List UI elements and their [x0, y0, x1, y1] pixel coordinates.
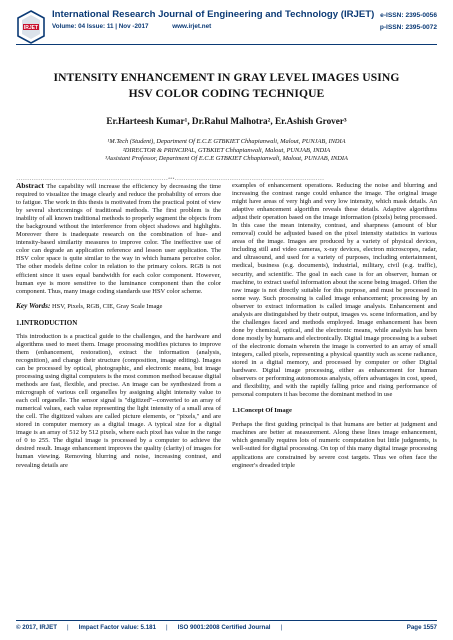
- abstract-label: Abstract: [16, 181, 44, 190]
- paper-title: INTENSITY ENHANCEMENT IN GRAY LEVEL IMAGES USING HSV COLOR CODING TECHNIQUE: [53, 71, 400, 100]
- page-footer: © 2017, IRJET | Impact Factor value: 5.181 | ISO 9001:2008 Certified Journal | Page 1557: [16, 624, 437, 631]
- footer-impact-factor: Impact Factor value: 5.181: [78, 624, 157, 631]
- journal-name: International Research Journal of Engineering and Technology (IRJET): [52, 9, 375, 20]
- subsection-heading-concept-of-image: 1.1Concept Of Image: [232, 407, 292, 415]
- footer-page-number: Page 1557: [406, 624, 437, 631]
- header-rule: [16, 44, 437, 45]
- logo-text: IRJET: [23, 25, 39, 31]
- affiliation-3: ³Assistant Professor, Department Of E.C.E GTBKIET Chhapianwali, Malout, PUNJAB, INDIA: [105, 155, 348, 163]
- footer-iso: ISO 9001:2008 Certified Journal: [177, 624, 271, 631]
- body-paragraph-2: Perhaps the first guiding principal is that humans are better at judgment and machines are better at measurement. Along these lines image enhancement, which generally requires lots of numeric computation but little judgments, is well-suited for digital processing. On top of this many digital image processing applications are constrained by severe cost targets. Thus we often face the engineer's dreaded triple: [232, 421, 437, 469]
- abstract-text: The capability will increase the efficiency by decreasing the time required to visualize the image clearly and reduce the probability of errors due to fatigue. The work in this thesis is motivated from the practical point of view by several shortcomings of traditional methods. The first problem is the inability of all known traditional methods to properly segment the objects from the background without the interference from object shadows and highlights. Moreover there is inadequate research on the combination of hue- and intensity-based similarity measures to improve color. The ineffective use of color can degrade an application reference and lesson user application. The HSV color space is quite similar to the way in which humans perceive color. The other models define color in relation to the primary colors. RGB is not efficient since it uses equal bandwidth for each color component. However, human eye is more sensitive to the luminance component than the color component. Thus, many image coding standards use HSV color scheme.: [16, 183, 221, 295]
- irjet-logo-icon: [16, 10, 46, 44]
- abstract-paragraph: [16, 182, 221, 296]
- section-heading-introduction: 1.INTRODUCTION: [16, 318, 78, 327]
- e-issn: e-ISSN: 2395-0056: [380, 12, 437, 19]
- volume-issue: Volume: 04 Issue: 11 | Nov -2017: [52, 23, 149, 30]
- body-paragraph-1: examples of enhancement operations. Reducing the noise and blurring and increasing the contrast range could enhance the image. The original image might have areas of very high and very low intensity, which mask details. An adaptive enhancement algorithm reveals these details. Adaptive algorithms adjust their operation based on the image information (pixels) being processed. In this case the mean intensity, contrast, and sharpness (amount of blur removal) could be adjusted based on the pixel intensity statistics in various areas of the image. Images are produced by a variety of physical devices, including still and video cameras, x-ray devices, electron microscopes, radar, and ultrasound, and used for a variety of purposes, including entertainment, medical, business (e.g. documents), industrial, military, civil (e.g. traffic), security, and scientific. The goal in each case is for an observer, human or machine, to extract useful information about the scene being imaged. Often the raw image is not directly suitable for this purpose, and must be processed in some way. Such processing is called image enhancement; processing by an observer to extract information is called image analysis. Enhancement and analysis are distinguished by their output, images vs. scene information, and by the challenges faced and methods employed. Image enhancement has been done by chemical, optical, and the electronic means, while analysis has been done mostly by humans and electronically. Digital image processing is a subset of the electronic domain wherein the image is converted to an array of small integers, called pixels, representing a physical quantity such as scene radiance, stored in a digital memory, and processed by computer or other Digital hardware. Digital image processing, either as enhancement for human observers or performing autonomous analysis, offers advantages in cost, speed, and flexibility, and with the rapidly falling price and rising performance of personal computers it has become the dominant method in use: [232, 182, 437, 399]
- introduction-text: This introduction is a practical guide to the challenges, and the hardware and algorithms used to meet them. Image processing modifies pictures to improve them (enhancement, restoration), extract the information (analysis, recognition), and change their structure (composition, image editing). Images can be processed by optical, photographic, and electronic means, but image processing using digital computers is the most common method because digital methods are fast, flexible, and precise. An image can be synthesized from a micrograph of various cell organelles by assigning alight intensity value to each cell organelle. The sensor signal is "digitized"--converted to an array of numerical values, each value representing the light intensity of a small area of the cell. The digitized values are called picture elements, or "pixels," and are stored in computer memory as a digital image. A typical size for a digital image is an array of 512 by 512 pixels, where each pixel has value in the range of 0 to 255. The digital image is processed by a computer to achieve the desired result. Image enhancement improves the quality (clarity) of images for human viewing. Removing blurring and noise, increasing contrast, and revealing details are: [16, 332, 221, 469]
- keywords-text: HSV, Pixels, RGB, CIE, Gray Scale Image: [50, 302, 163, 310]
- right-column: [232, 182, 437, 474]
- affiliations: [20, 138, 433, 164]
- keywords-label: Key Words:: [16, 300, 51, 310]
- footer-rule: [16, 620, 437, 621]
- affiliation-2: ²DIRECTOR & PRINCIPAL, GTBKIET Chhapianwali, Malout, PUNJAB, INDIA: [122, 146, 331, 154]
- keywords-paragraph: [16, 302, 221, 311]
- footer-copyright: © 2017, IRJET: [16, 624, 58, 631]
- left-column: [16, 182, 221, 474]
- affiliation-1: ¹M.Tech (Student), Department Of E.C.E GTBKIET Chhapianwali, Malout, PUNJAB, INDIA: [107, 138, 346, 145]
- author-list: Er.Harteesh Kumar¹, Dr.Rahul Malhotra², Er.Ashish Grover³: [106, 116, 347, 126]
- journal-website: www.irjet.net: [172, 23, 212, 30]
- section-divider: ---------------------------------------------------------------------***--------------------------------------------------------------------: [16, 178, 325, 182]
- p-issn: p-ISSN: 2395-0072: [379, 24, 437, 31]
